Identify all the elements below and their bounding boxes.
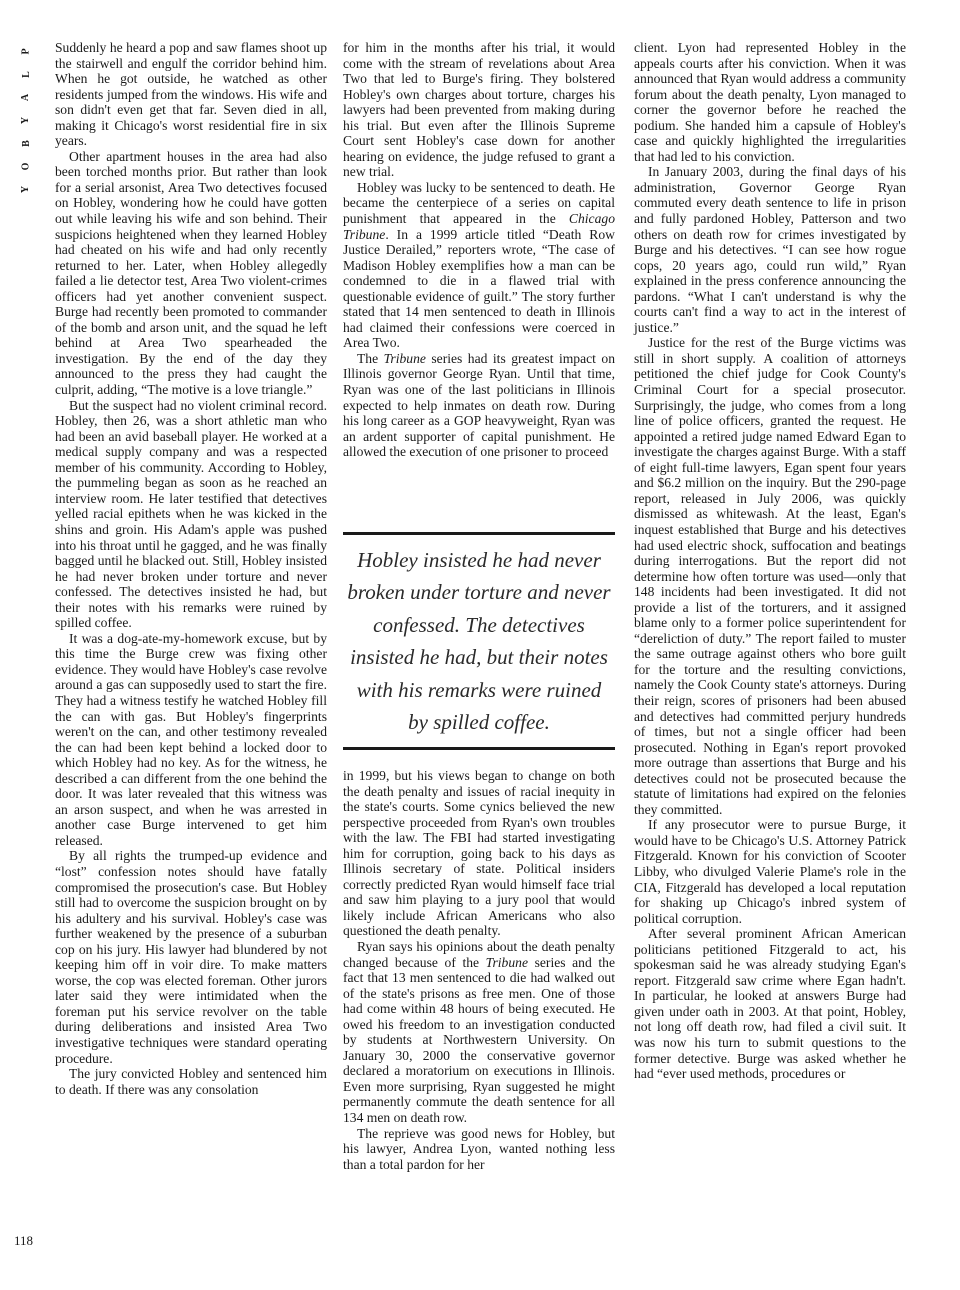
paragraph: If any prosecutor were to pursue Burge, it would have to be Chicago's U.S. Attorney Patrick Fitzgerald. Known for his conviction of Scooter Libby, who divulged Valerie Plame's role in the CIA, Fitzgerald has developed a local reputation for shaking up Chicago's inbred system of political corruption. <box>634 817 906 926</box>
article-column-2-top <box>343 40 615 460</box>
paragraph: Other apartment houses in the area had also been torched months prior. But rather than look for a serial arsonist, Area Two detectives focused on Hobley, wondering how he could have gotten out while leaving his wife and son behind. Their suspicions heightened when they learned Hobley had cheated on his wife and had only recently returned to her. Later, when Hobley allegedly failed a lie detector test, Area Two violent-crimes officers had yet another convenient suspect. Burge had recently been promoted to commander of the bomb and arson unit, and the squad he left behind at Area Two spearheaded the investigation. By the end of the day they announced to the press they had caught the culprit, adding, “The motive is a love triangle.” <box>55 148 327 398</box>
paragraph: for him in the months after his trial, it would come with the stream of revelations about Area Two that led to Burge's firing. They bolstered Hobley's own charges about torture, charges his lawyers had been prevented from making during his trial. But even after the Illinois Supreme Court sent Hobley's case down for another hearing on evidence, the judge refused to grant a new trial. <box>343 40 615 180</box>
paragraph: After several prominent African American politicians petitioned Fitzgerald to act, his spokesman said he was already studying Egan's report. Fitzgerald saw crime where Egan hadn't. In particular, he looked at answers Burge had given under oath in 2003. At that point, Hobley, not long off death row, had filed a civil suit. It was now his turn to submit questions to the former detective. Burge was asked whether he had “ever used methods, procedures or <box>634 926 906 1082</box>
paragraph: By all rights the trumped-up evidence and “lost” confession notes should have fatally compromised the prosecution's case. But Hobley still had to overcome the suspicion brought on by his adultery and his survival. Hobley's case was further weakened by the presence of a suburban cop on his jury. His lawyer had blundered by not keeping him off in voir dire. To make matters worse, the cop was elected foreman. Other jurors later said they were intimidated when the foreman put his service revolver on the table during deliberations and insisted Area Two investigative techniques were standard operating procedure. <box>55 848 327 1066</box>
paragraph: The jury convicted Hobley and sentenced him to death. If there was any consolation <box>55 1066 327 1097</box>
paragraph: Hobley was lucky to be sentenced to death. He became the centerpiece of a series on capital punishment that appeared in the Chicago Tribune. In a 1999 article titled “Death Row Justice Derailed,” reporters wrote, “The case of Madison Hobley exemplifies how a man can be condemned to die in a flawed trial with questionable evidence of guilt.” The story further stated that 14 men sentenced to death in Illinois had claimed their confessions were coerced in Area Two. <box>343 179 615 351</box>
article-column-2-bottom <box>343 768 615 1172</box>
side-letter: Y <box>20 116 32 125</box>
side-letter: B <box>20 140 32 147</box>
side-letter: L <box>20 71 32 78</box>
side-letter: A <box>20 93 32 102</box>
paragraph: Justice for the rest of the Burge victims was still in short supply. A coalition of attorneys petitioned the chief judge for Cook County's Criminal Court for a special prosecutor. Surprisingly, the judge, who comes from a long line of police officers, granted the request. He appointed a retired judge named Edward Egan to investigate the charges against Burge. With a staff of eight full-time lawyers, Egan spent four years and $6.2 million on the inquiry. But the 290-page report, released in July 2006, was quickly dismissed as whitewash. At the least, Egan's inquest established that Burge and his detectives had used electric shock, suffocation and beatings during interrogations. But the report did not determine how often torture was used—only that 148 incidents had been investigated. It did not provide a list of the torturers, and it assigned blame only to a former police superintendent for “dereliction of duty.” The report failed to muster the same outrage against others who bore guilt for the torture and the resulting convictions, namely the Cook County state's attorneys. During their reign, scores of prisoners had been abused and detectives had committed perjury hundreds of times, but not a single officer had been prosecuted. Nothing in Egan's report provoked more outrage than assertions that Burge and his detectives could not be prosecuted because the statute of limitations had expired on the felonies they committed. <box>634 335 906 817</box>
side-letter: P <box>20 48 32 55</box>
paragraph: client. Lyon had represented Hobley in the appeals courts after his conviction. When it was announced that Ryan would address a community forum about the death penalty, Lyon managed to corner the governor before he reached the podium. She handed him a capsule of Hobley's case and quickly highlighted the irregularities that had led to his conviction. <box>634 40 906 164</box>
paragraph: It was a dog-ate-my-homework excuse, but by this time the Burge crew was fixing other evidence. They would have Hobley's case revolve around a gas can supposedly used to start the fire. They had a witness testify he watched Hobley fill the can with gas. But Hobley's fingerprints weren't on the can, and other testimony revealed the can had been kept behind a locked door to which Hobley had no key. As for the witness, he described a can different from the one behind the door. It was later revealed that this witness was an arson suspect, and when he was arrested in another case Burge intervened to get him released. <box>55 630 327 848</box>
side-letter: O <box>20 162 32 171</box>
pull-quote-text: Hobley insisted he had never broken under torture and never confessed. The detectives insisted he had, but their notes with his remarks were ruined by spilled coffee. <box>347 547 611 734</box>
article-column-1 <box>55 40 327 1097</box>
magazine-side-label <box>20 40 40 201</box>
paragraph: But the suspect had no violent criminal record. Hobley, then 26, was a short athletic man who had been an avid baseball player. He worked at a medical supply company and was a respected member of his community. According to Hobley, the pummeling began as soon as he reached an interview room. He later testified that detectives yelled racial epithets when he was kicked in the shins and groin. His Adam's apple was pushed into his throat until he gagged, and he was finally bagged until he blacked out. Still, Hobley insisted he had never broken under torture and never confessed. The detectives insisted he had, but their notes with his remarks were ruined by spilled coffee. <box>55 397 327 631</box>
paragraph: Suddenly he heard a pop and saw flames shoot up the stairwell and engulf the corridor behind him. When he got outside, he watched as other residents jumped from the windows. His wife and son didn't even get that far. Seven died in all, making it Chicago's worst residential fire in six years. <box>55 40 327 149</box>
paragraph: in 1999, but his views began to change on both the death penalty and issues of racial inequity in the state's courts. Some cynics believed the new perspective proceeded from Ryan's own troubles with the law. The FBI had started investigating him for corruption, going back to his days as Illinois secretary of state. Political insiders correctly predicted Ryan would himself face trial and saw him playing to a jury pool that would likely include African Americans who also questioned the death penalty. <box>343 768 615 939</box>
paragraph: The Tribune series had its greatest impact on Illinois governor George Ryan. Until that time, Ryan was one of the last politicians in Illinois expected to help inmates on death row. During his long career as a GOP heavyweight, Ryan was an ardent supporter of capital punishment. He allowed the execution of one prisoner to proceed <box>343 350 615 460</box>
pull-quote <box>343 532 615 750</box>
article-column-3 <box>634 40 906 1082</box>
paragraph: In January 2003, during the final days of his administration, Governor George Ryan commuted every death sentence to life in prison and fully pardoned Hobley, Patterson and two others on death row for crimes investigated by Burge and his detectives. “I can see how rogue cops, 20 years ago, could run wild,” Ryan explained in the press conference announcing the pardons. “What I can't understand is why the courts can't find a way to act in the interest of justice.” <box>634 164 906 335</box>
side-letter: Y <box>20 185 32 194</box>
page-number: 118 <box>14 1233 34 1248</box>
paragraph: Ryan says his opinions about the death penalty changed because of the Tribune series and the fact that 13 men sentenced to die had walked out of the state's prisons as free men. One of those had come within 48 hours of being executed. He owed his freedom to an investigation conducted by students at Northwestern University. On January 30, 2000 the conservative governor declared a moratorium on executions in Illinois. Even more surprising, Ryan suggested he might permanently commute the death sentence for all 134 men on death row. <box>343 939 615 1126</box>
paragraph: The reprieve was good news for Hobley, but his lawyer, Andrea Lyon, wanted nothing less than a total pardon for her <box>343 1125 615 1172</box>
